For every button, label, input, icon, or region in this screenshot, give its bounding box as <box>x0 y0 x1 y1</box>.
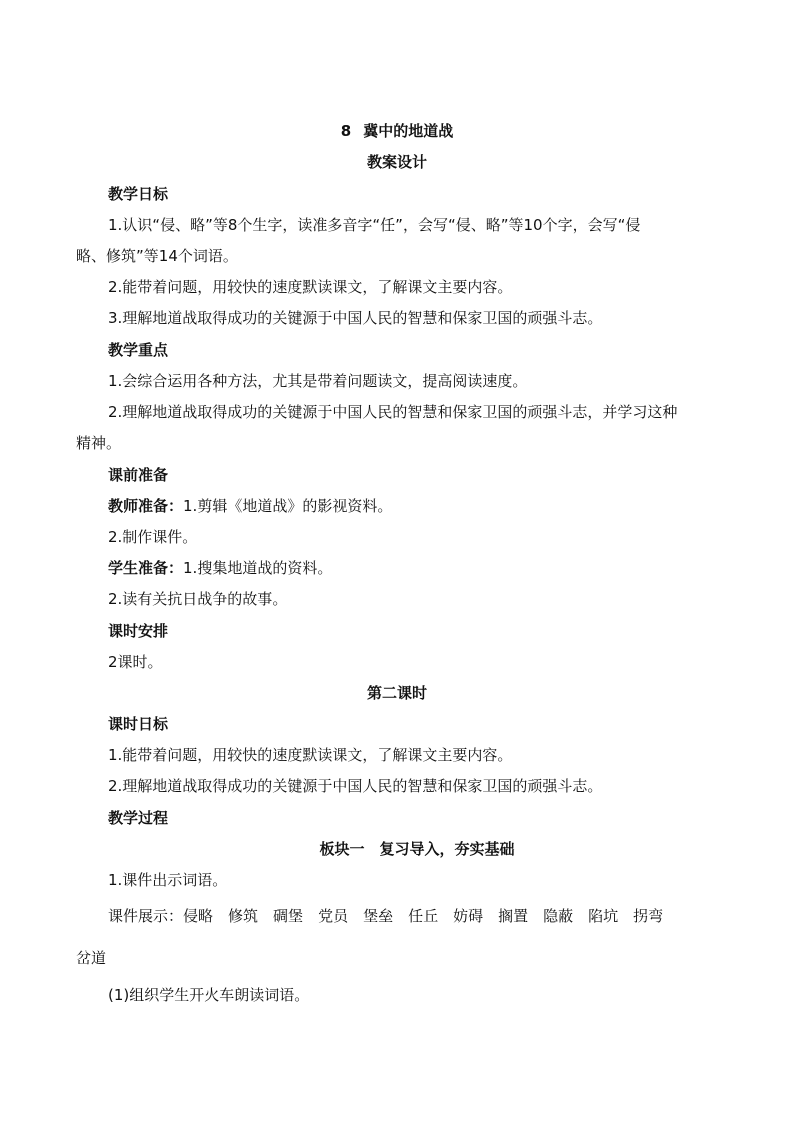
vocab-wrap: 岔道 <box>76 949 107 967</box>
student-item-2: 2.读有关抗日战争的故事。 <box>108 590 288 608</box>
vocab-label: 课件展示： <box>108 907 184 925</box>
student-prep-1 <box>108 558 332 578</box>
process-heading: 教学过程 <box>108 809 169 827</box>
vocab-word: 陷坑 <box>588 907 619 925</box>
lesson-goal-1: 1.能带着问题，用较快的速度默读课文，了解课文主要内容。 <box>108 746 513 764</box>
vocab-word: 妨碍 <box>453 907 484 925</box>
step-1: 1.课件出示词语。 <box>108 871 228 889</box>
teacher-prep-1 <box>108 496 392 516</box>
subtitle: 教案设计 <box>366 153 427 171</box>
key-2-line-1: 2.理解地道战取得成功的关键源于中国人民的智慧和保家卫国的顽强斗志，并学习这种 <box>108 403 678 421</box>
student-label: 学生准备： <box>108 559 184 577</box>
vocab-word: 搁置 <box>498 907 529 925</box>
key-heading: 教学重点 <box>108 341 169 359</box>
key-1: 1.会综合运用各种方法，尤其是带着问题读文，提高阅读速度。 <box>108 372 528 390</box>
vocab-word: 任丘 <box>408 907 439 925</box>
teacher-item-1: 1.剪辑《地道战》的影视资料。 <box>183 497 393 515</box>
goal-1-line-1: 1.认识“侵、略”等8个生字，读准多音字“任”，会写“侵、略”等10个字，会写“侵 <box>108 216 641 234</box>
goals-heading: 教学日标 <box>108 185 169 203</box>
teacher-label: 教师准备： <box>108 497 184 515</box>
vocab-word: 党员 <box>318 907 349 925</box>
sub-step-1: (1)组织学生开火车朗读词语。 <box>108 986 310 1004</box>
vocab-words <box>183 907 663 925</box>
vocab-word: 堡垒 <box>363 907 394 925</box>
lesson-title <box>0 121 794 141</box>
lesson-section-title: 第二课时 <box>366 684 427 702</box>
vocab-word: 碉堡 <box>273 907 304 925</box>
lesson-goal-2: 2.理解地道战取得成功的关键源于中国人民的智慧和保家卫国的顽强斗志。 <box>108 777 603 795</box>
schedule-heading: 课时安排 <box>108 622 169 640</box>
goal-2: 2.能带着问题，用较快的速度默读课文，了解课文主要内容。 <box>108 278 513 296</box>
lesson-goals-heading: 课时日标 <box>108 715 169 733</box>
block-title: 板块一 复习导入，夯实基础 <box>319 840 515 858</box>
title-number: 8 <box>340 122 352 140</box>
vocab-word: 隐蔽 <box>543 907 574 925</box>
vocab-word: 修筑 <box>228 907 259 925</box>
vocab-word: 侵略 <box>183 907 214 925</box>
prep-heading: 课前准备 <box>108 466 169 484</box>
vocab-word: 拐弯 <box>633 907 664 925</box>
schedule-text: 2课时。 <box>108 653 163 671</box>
title-text: 冀中的地道战 <box>363 122 454 140</box>
teacher-item-2: 2.制作课件。 <box>108 528 198 546</box>
vocab-display <box>108 906 663 926</box>
goal-1-line-2: 略、修筑”等14个词语。 <box>76 247 238 265</box>
goal-3: 3.理解地道战取得成功的关键源于中国人民的智慧和保家卫国的顽强斗志。 <box>108 309 603 327</box>
key-2-line-2: 精神。 <box>76 434 122 452</box>
student-item-1: 1.搜集地道战的资料。 <box>183 559 333 577</box>
